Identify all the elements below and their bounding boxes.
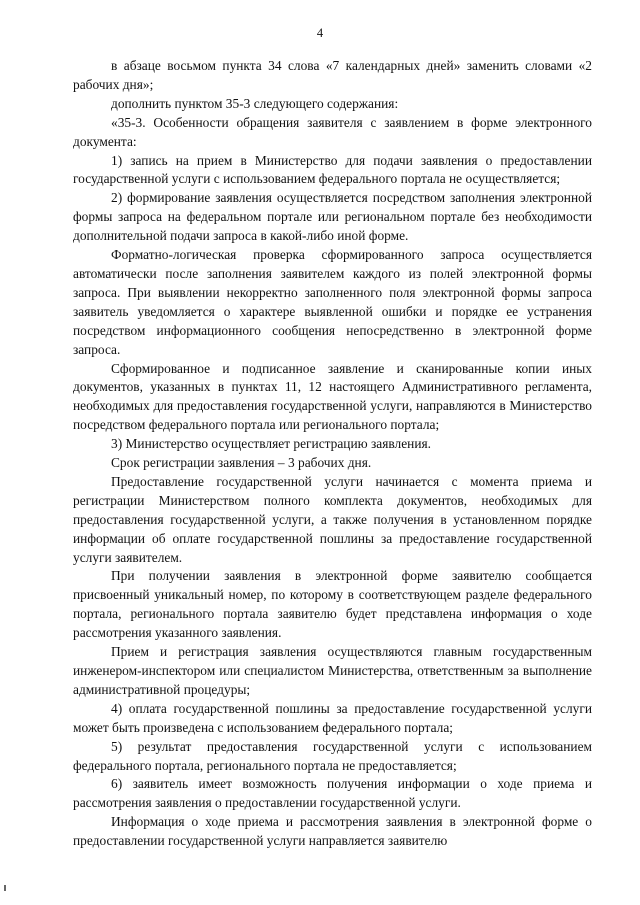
- paragraph-7: Сформированное и подписанное заявление и сканированные копии иных документов, указанных в пунктах 11, 12 настоящего Административного регламента, необходимых для предоставления государственной услуги, направляются в Министерство посредством федерального портала или регионального портала;: [73, 360, 592, 433]
- paragraph-10: Предоставление государственной услуги начинается с момента приема и регистрации Министерством полного комплекта документов, необходимых для предоставления государственной услуги, а также получения в установленном порядке информации об оплате государственной пошлины за предоставление государственной услуги заявителем.: [73, 473, 592, 565]
- paragraph-11: При получении заявления в электронной форме заявителю сообщается присвоенный уникальный номер, по которому в соответствующем разделе федерального портала, регионального портала заявителю будет представлена информация о ходе рассмотрения указанного заявления.: [73, 568, 592, 641]
- paragraph-9: Срок регистрации заявления – 3 рабочих дня.: [111, 455, 372, 471]
- paragraph-16: Информация о ходе приема и рассмотрения заявления в электронной форме о предоставлении государственной услуги направляется заявителю: [73, 814, 592, 849]
- paragraph-6: Форматно-логическая проверка сформированного запроса осуществляется автоматически после заполнения заявителем каждого из полей электронной формы запроса. При выявлении некорректно заполненного поля электронной формы запроса заявитель уведомляется о характере выявленной ошибки и порядке ее устранения посредством информационного сообщения непосредственно в электронной форме запроса.: [73, 247, 592, 357]
- paragraph-13: 4) оплата государственной пошлины за предоставление государственной услуги может быть произведена с использованием федерального портала;: [73, 700, 592, 735]
- paragraph-3: «35-3. Особенности обращения заявителя с заявлением в форме электронного документа:: [73, 114, 592, 149]
- paragraph-14: 5) результат предоставления государственной услуги с использованием федерального портала, регионального портала не предоставляется;: [73, 738, 592, 773]
- paragraph-2: дополнить пунктом 35-3 следующего содержания:: [111, 95, 399, 111]
- paragraph-12: Прием и регистрация заявления осуществляются главным государственным инженером-инспектором или специалистом Министерства, ответственным за выполнение административной процедуры;: [73, 644, 592, 697]
- page-number: 4: [316, 26, 324, 40]
- scan-mark: [4, 885, 6, 891]
- paragraph-15: 6) заявитель имеет возможность получения информации о ходе приема и рассмотрения заявления о предоставлении государственной услуги.: [73, 776, 592, 811]
- paragraph-8: 3) Министерство осуществляет регистрацию заявления.: [111, 436, 431, 452]
- document-body: [73, 57, 592, 851]
- paragraph-1: в абзаце восьмом пункта 34 слова «7 календарных дней» заменить словами «2 рабочих дня»;: [73, 58, 592, 92]
- paragraph-5: 2) формирование заявления осуществляется посредством заполнения электронной формы запроса на федеральном портале или региональном портале без необходимости дополнительной подачи запроса в какой-либо иной форме.: [73, 190, 592, 244]
- paragraph-4: 1) запись на прием в Министерство для подачи заявления о предоставлении государственной услуги с использованием федерального портала не осуществляется;: [73, 152, 592, 187]
